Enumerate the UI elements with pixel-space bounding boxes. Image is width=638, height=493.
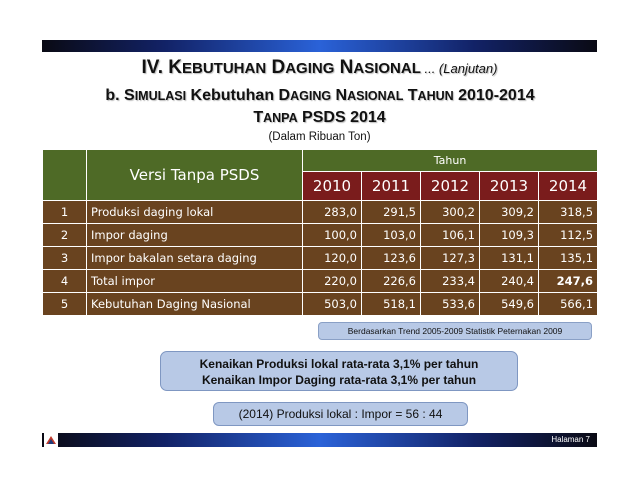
cell-value: 127,3	[421, 247, 480, 270]
cell-value: 240,4	[480, 270, 539, 293]
table-row	[43, 247, 598, 270]
cell-value: 226,6	[362, 270, 421, 293]
row-label: Total impor	[87, 270, 303, 293]
cell-value: 103,0	[362, 224, 421, 247]
cell-value-highlight: 247,6	[539, 270, 598, 293]
unit-subtitle: (Dalam Ribuan Ton)	[268, 131, 371, 143]
table-row	[43, 293, 598, 316]
cell-value: 120,0	[303, 247, 362, 270]
cell-value: 109,3	[480, 224, 539, 247]
year-header: 2014	[539, 172, 598, 201]
row-number: 5	[43, 293, 87, 316]
bottom-decor-bar	[42, 433, 597, 447]
top-decor-bar	[42, 40, 597, 52]
row-number: 2	[43, 224, 87, 247]
cell-value: 100,0	[303, 224, 362, 247]
cell-value: 291,5	[362, 201, 421, 224]
growth-note	[160, 351, 518, 391]
cell-value: 123,6	[362, 247, 421, 270]
cell-value: 220,0	[303, 270, 362, 293]
cell-value: 309,2	[480, 201, 539, 224]
cell-value: 566,1	[539, 293, 598, 316]
growth-note-line2: Kenaikan Impor Daging rata-rata 3,1% per tahun	[201, 373, 477, 387]
row-number: 1	[43, 201, 87, 224]
cell-value: 503,0	[303, 293, 362, 316]
versi-header: Versi Tanpa PSDS	[87, 150, 303, 201]
year-header: 2011	[362, 172, 421, 201]
year-header: 2010	[303, 172, 362, 201]
ratio-note: (2014) Produksi lokal : Impor = 56 : 44	[213, 402, 468, 426]
cell-value: 112,5	[539, 224, 598, 247]
cell-value: 300,2	[421, 201, 480, 224]
section-title-line2: TANPA PSDS 2014	[253, 109, 386, 126]
row-number: 4	[43, 270, 87, 293]
row-label: Kebutuhan Daging Nasional	[87, 293, 303, 316]
page-title: IV. KEBUTUHAN DAGING NASIONAL ... (Lanjutan)	[141, 57, 498, 78]
cell-value: 135,1	[539, 247, 598, 270]
cell-value: 549,6	[480, 293, 539, 316]
row-label: Impor bakalan setara daging	[87, 247, 303, 270]
year-header: 2013	[480, 172, 539, 201]
page-number: Halaman 7	[551, 435, 590, 444]
tahun-header: Tahun	[303, 150, 598, 172]
cell-value: 106,1	[421, 224, 480, 247]
source-note: Berdasarkan Trend 2005-2009 Statistik Peternakan 2009	[318, 322, 592, 340]
cell-value: 318,5	[539, 201, 598, 224]
row-label: Produksi daging lokal	[87, 201, 303, 224]
cell-value: 131,1	[480, 247, 539, 270]
cell-value: 518,1	[362, 293, 421, 316]
data-table	[42, 149, 598, 316]
cell-value: 533,6	[421, 293, 480, 316]
cell-value: 283,0	[303, 201, 362, 224]
table-row	[43, 270, 598, 293]
header-blank-cell	[43, 150, 87, 201]
cell-value: 233,4	[421, 270, 480, 293]
growth-note-line1: Kenaikan Produksi lokal rata-rata 3,1% per tahun	[199, 357, 479, 371]
section-title: b. SIMULASI Kebutuhan DAGING NASIONAL TAHUN 2010-2014	[105, 87, 535, 104]
year-header: 2012	[421, 172, 480, 201]
table-row	[43, 201, 598, 224]
row-label: Impor daging	[87, 224, 303, 247]
row-number: 3	[43, 247, 87, 270]
logo-icon	[44, 433, 58, 447]
table-row	[43, 224, 598, 247]
